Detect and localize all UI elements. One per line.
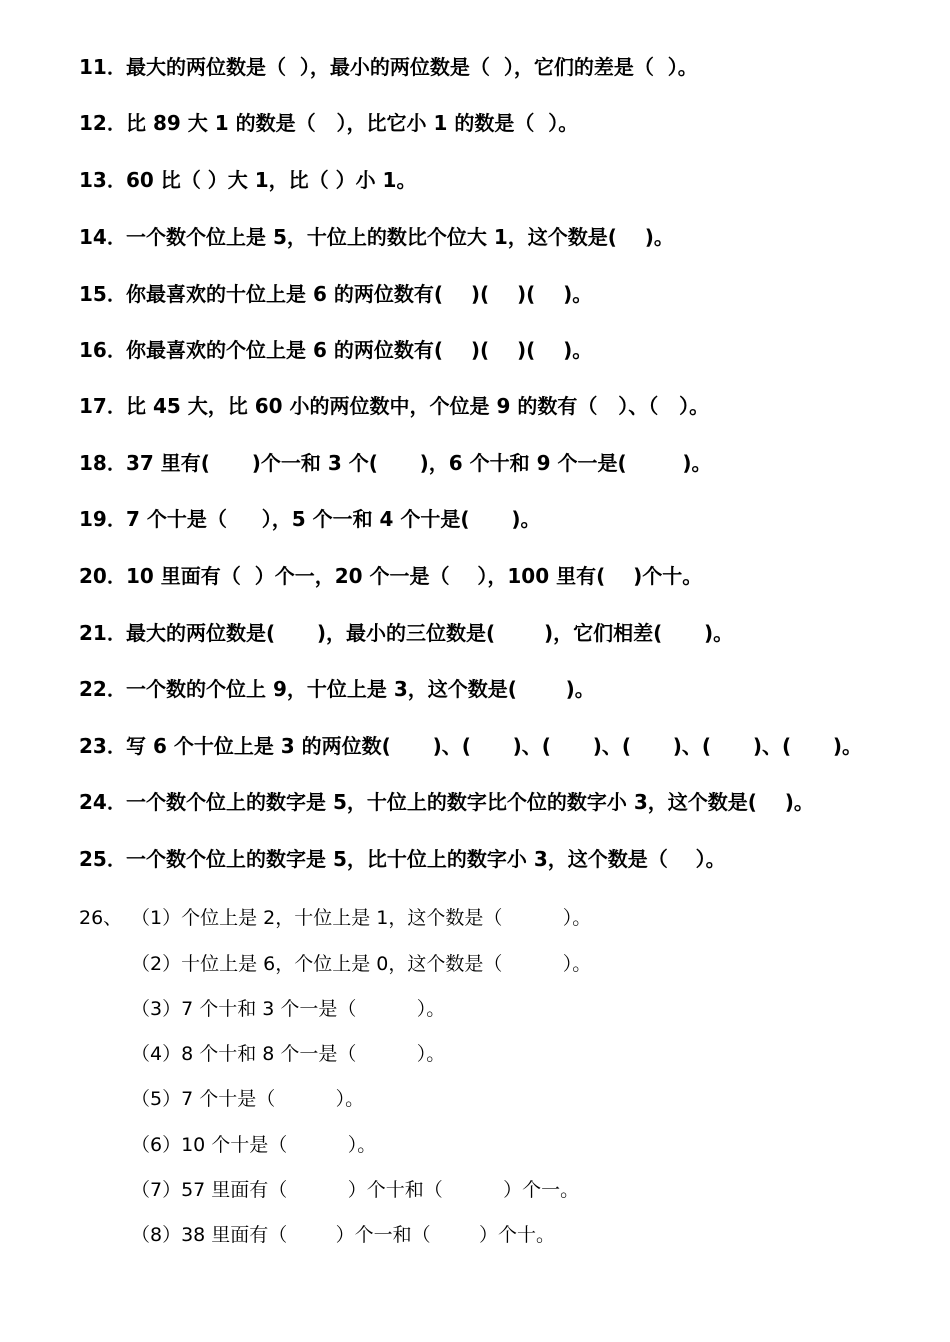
question-number: 25． — [79, 847, 127, 871]
sub-question-2: （2）十位上是 6，个位上是 0，这个数是（ ）。 — [131, 953, 592, 975]
question-20 — [79, 564, 702, 588]
question-25 — [79, 847, 726, 871]
sub-question-5: （5）7 个十是（ ）。 — [131, 1088, 365, 1110]
sub-question-6: （6）10 个十是（ ）。 — [131, 1134, 377, 1156]
sub-question-7: （7）57 里面有（ ）个十和（ ）个一。 — [131, 1179, 580, 1201]
question-number: 20． — [79, 564, 127, 588]
question-24 — [79, 790, 814, 814]
question-text: 你最喜欢的个位上是 6 的两位数有( )( )( )。 — [126, 338, 593, 362]
question-text: 一个数个位上的数字是 5，比十位上的数字小 3，这个数是（ ）。 — [126, 847, 726, 871]
question-16 — [79, 338, 592, 362]
question-19 — [79, 507, 540, 531]
question-text: 60 比（ ）大 1，比（ ）小 1。 — [126, 168, 417, 192]
question-text: 你最喜欢的十位上是 6 的两位数有( )( )( )。 — [126, 282, 593, 306]
question-21 — [79, 621, 733, 645]
question-number: 12． — [79, 111, 127, 135]
question-text: 最大的两位数是( )，最小的三位数是( )，它们相差( )。 — [126, 621, 734, 645]
question-12 — [79, 111, 578, 135]
question-text: 37 里有( )个一和 3 个( )，6 个十和 9 个一是( )。 — [126, 451, 712, 475]
question-text: 一个数的个位上 9，十位上是 3，这个数是( )。 — [126, 677, 595, 701]
question-26 — [79, 906, 591, 930]
sub-question-1: （1）个位上是 2，十位上是 1，这个数是（ ）。 — [131, 907, 592, 929]
question-15 — [79, 282, 592, 306]
question-number: 23． — [79, 734, 127, 758]
question-text: 一个数个位上的数字是 5，十位上的数字比个位的数字小 3，这个数是( )。 — [126, 790, 814, 814]
question-13 — [79, 168, 416, 192]
question-number: 22． — [79, 677, 127, 701]
question-text: 写 6 个十位上是 3 的两位数( )、( )、( )、( )、( )、( )。 — [126, 734, 863, 758]
question-number: 21． — [79, 621, 127, 645]
question-number: 19． — [79, 507, 127, 531]
question-22 — [79, 677, 595, 701]
sub-question-4: （4）8 个十和 8 个一是（ ）。 — [131, 1043, 446, 1065]
question-number: 24． — [79, 790, 127, 814]
question-text: 7 个十是（ ），5 个一和 4 个十是( )。 — [126, 507, 541, 531]
question-11 — [79, 55, 698, 79]
question-number: 16． — [79, 338, 127, 362]
question-17 — [79, 394, 709, 418]
question-number: 14． — [79, 225, 127, 249]
question-text: 比 89 大 1 的数是（ ），比它小 1 的数是（ ）。 — [126, 111, 579, 135]
question-18 — [79, 451, 711, 475]
sub-question-8: （8）38 里面有（ ）个一和（ ）个十。 — [131, 1224, 555, 1246]
question-number: 15． — [79, 282, 127, 306]
question-text: 10 里面有（ ）个一，20 个一是（ ），100 里有( )个十。 — [126, 564, 703, 588]
question-number: 26、 — [79, 907, 123, 929]
question-number: 17． — [79, 394, 127, 418]
question-23 — [79, 734, 862, 758]
question-14 — [79, 225, 674, 249]
question-text: 最大的两位数是（ ），最小的两位数是（ ），它们的差是（ ）。 — [126, 55, 698, 79]
question-number: 18． — [79, 451, 127, 475]
question-number: 13． — [79, 168, 127, 192]
question-text: 一个数个位上是 5，十位上的数比个位大 1，这个数是( )。 — [126, 225, 674, 249]
sub-question-3: （3）7 个十和 3 个一是（ ）。 — [131, 998, 446, 1020]
question-number: 11． — [79, 55, 127, 79]
question-text: 比 45 大，比 60 小的两位数中，个位是 9 的数有（ ）、（ ）。 — [126, 394, 710, 418]
